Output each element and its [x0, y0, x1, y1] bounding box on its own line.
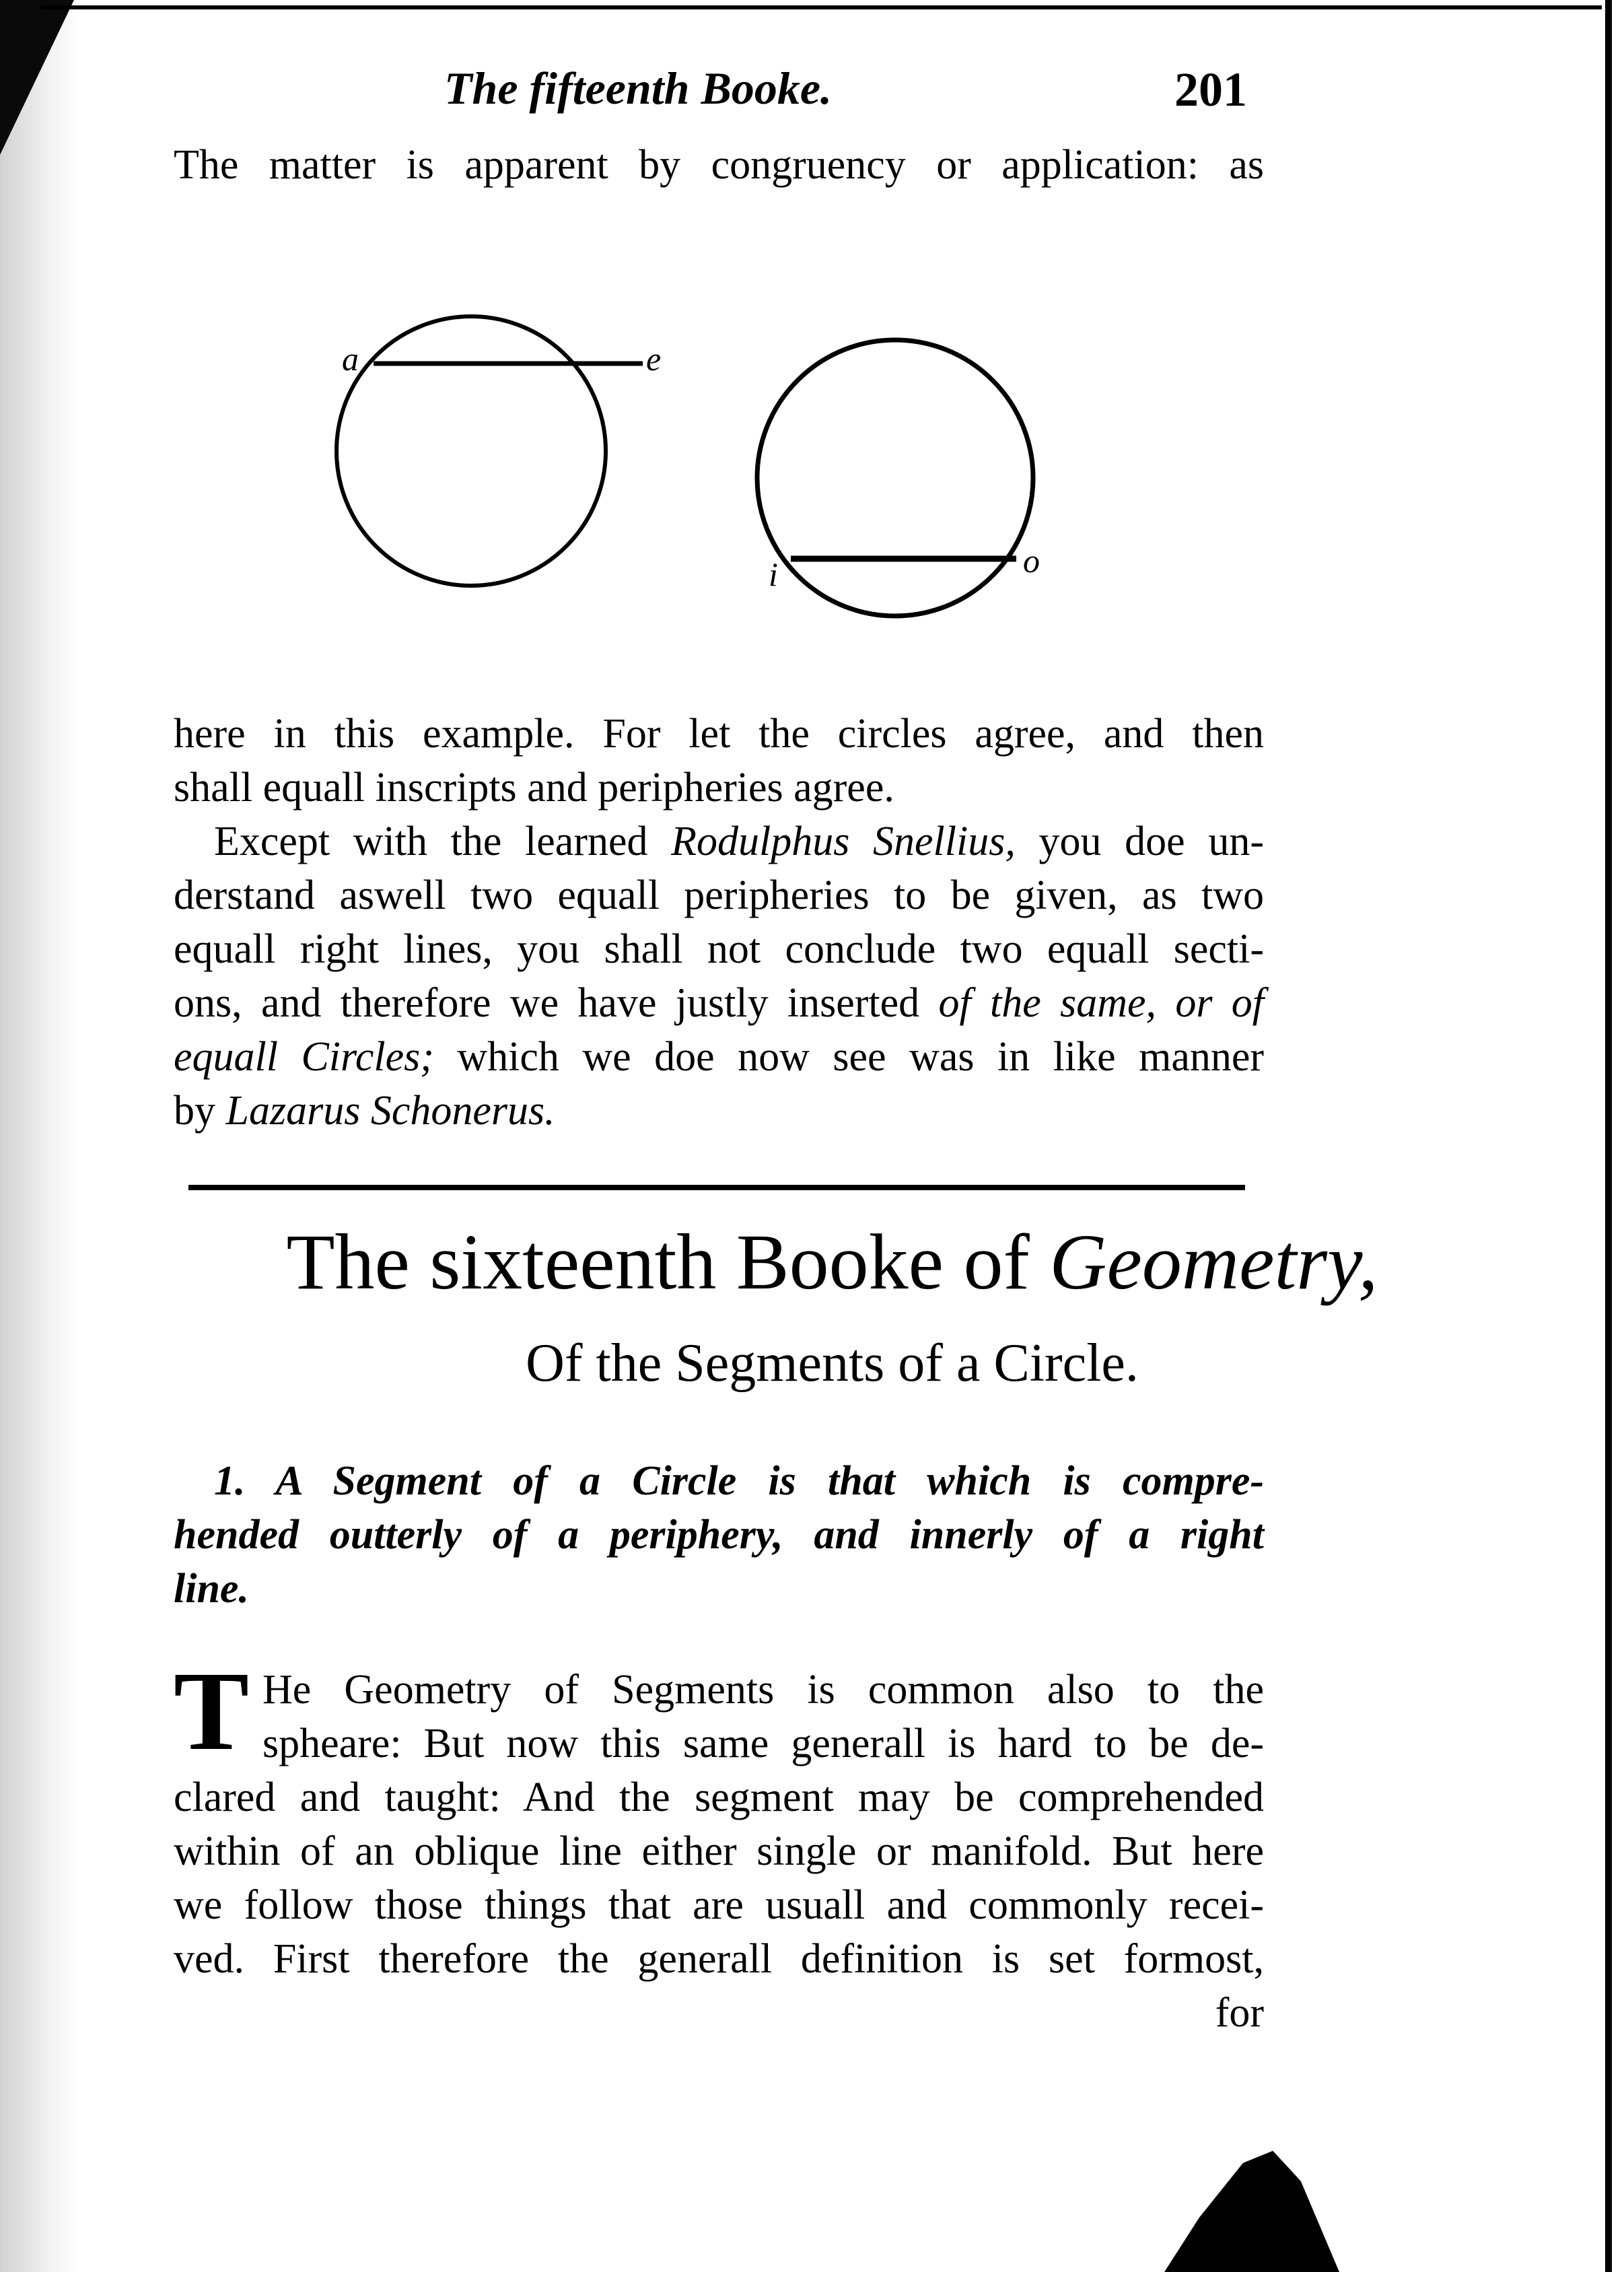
right-circle-group [757, 340, 1040, 616]
p2-line6-pre: by [174, 1088, 226, 1134]
paragraph1-line2: shall equall inscripts and peripheries agree. [174, 765, 894, 811]
book-title [0, 1215, 1624, 1309]
book-title-pre: The sixteenth Booke of [286, 1218, 1050, 1306]
page-gutter-shadow [0, 0, 81, 2272]
definition-line1: 1. A Segment of a Circle is that which is compre- [214, 1458, 1264, 1504]
body-line2: spheare: But now this same generall is hard to be de- [262, 1721, 1264, 1766]
right-edge-bar [1605, 0, 1612, 2272]
paragraph1-line1: here in this example. For let the circles agree, and then [174, 711, 1264, 757]
body-line6: ved. First therefore the generall definition is set formost, [174, 1936, 1264, 1982]
body-line1: He Geometry of Segments is common also to the [262, 1667, 1264, 1713]
p2-line5-italic: equall Circles; [174, 1034, 434, 1080]
left-circle-group [337, 316, 661, 586]
section-divider [188, 1185, 1245, 1190]
bottom-ink-blot [1164, 2151, 1339, 2272]
p2-line1-post: you doe un- [1015, 819, 1264, 864]
label-e: e [646, 340, 662, 378]
p2-line4-italic: of the same, or of [938, 980, 1264, 1026]
body-line3: clared and taught: And the segment may be comprehended [174, 1775, 1264, 1820]
p2-line1-pre: Except with the learned [214, 819, 672, 864]
p2-line4-pre: ons, and therefore we have justly inserted [174, 980, 939, 1026]
label-o: o [1023, 542, 1040, 580]
left-circle [337, 316, 606, 586]
paragraph2-line2: derstand aswell two equall peripheries to be given, as two [174, 872, 1264, 918]
book-subtitle: Of the Segments of a Circle. [526, 1334, 1139, 1393]
paragraph2-line5 [174, 1030, 1264, 1084]
paragraph2-line6 [174, 1084, 1264, 1138]
definition-line2: hended outterly of a periphery, and innerly of a right [174, 1512, 1264, 1558]
body-line5: we follow those things that are usuall and commonly recei- [174, 1882, 1264, 1928]
circles-figure [316, 249, 1124, 653]
paragraph2-line3: equall right lines, you shall not conclude two equall secti- [174, 926, 1264, 972]
person-name-schonerus: Lazarus Schonerus. [225, 1088, 555, 1134]
intro-line: The matter is apparent by congruency or application: as [174, 142, 1264, 188]
body-line4: within of an oblique line either single or manifold. But here [174, 1828, 1264, 1874]
person-name-snellius: Rodulphus Snellius, [671, 819, 1016, 864]
book-title-italic: Geometry, [1049, 1218, 1378, 1306]
top-edge-rule [40, 5, 1602, 9]
page-number: 201 [1174, 63, 1247, 116]
label-i: i [769, 555, 778, 593]
paragraph2-line4 [174, 976, 1264, 1030]
definition-line3: line. [174, 1566, 249, 1612]
running-head: The fifteenth Booke. [444, 63, 833, 114]
paragraph2-line1 [174, 815, 1264, 868]
drop-cap: T [174, 1649, 250, 1774]
p2-line5-post: which we doe now see was in like manner [433, 1034, 1265, 1080]
right-circle [757, 340, 1033, 616]
label-a: a [342, 340, 359, 378]
catchword: for [1215, 1990, 1264, 2036]
